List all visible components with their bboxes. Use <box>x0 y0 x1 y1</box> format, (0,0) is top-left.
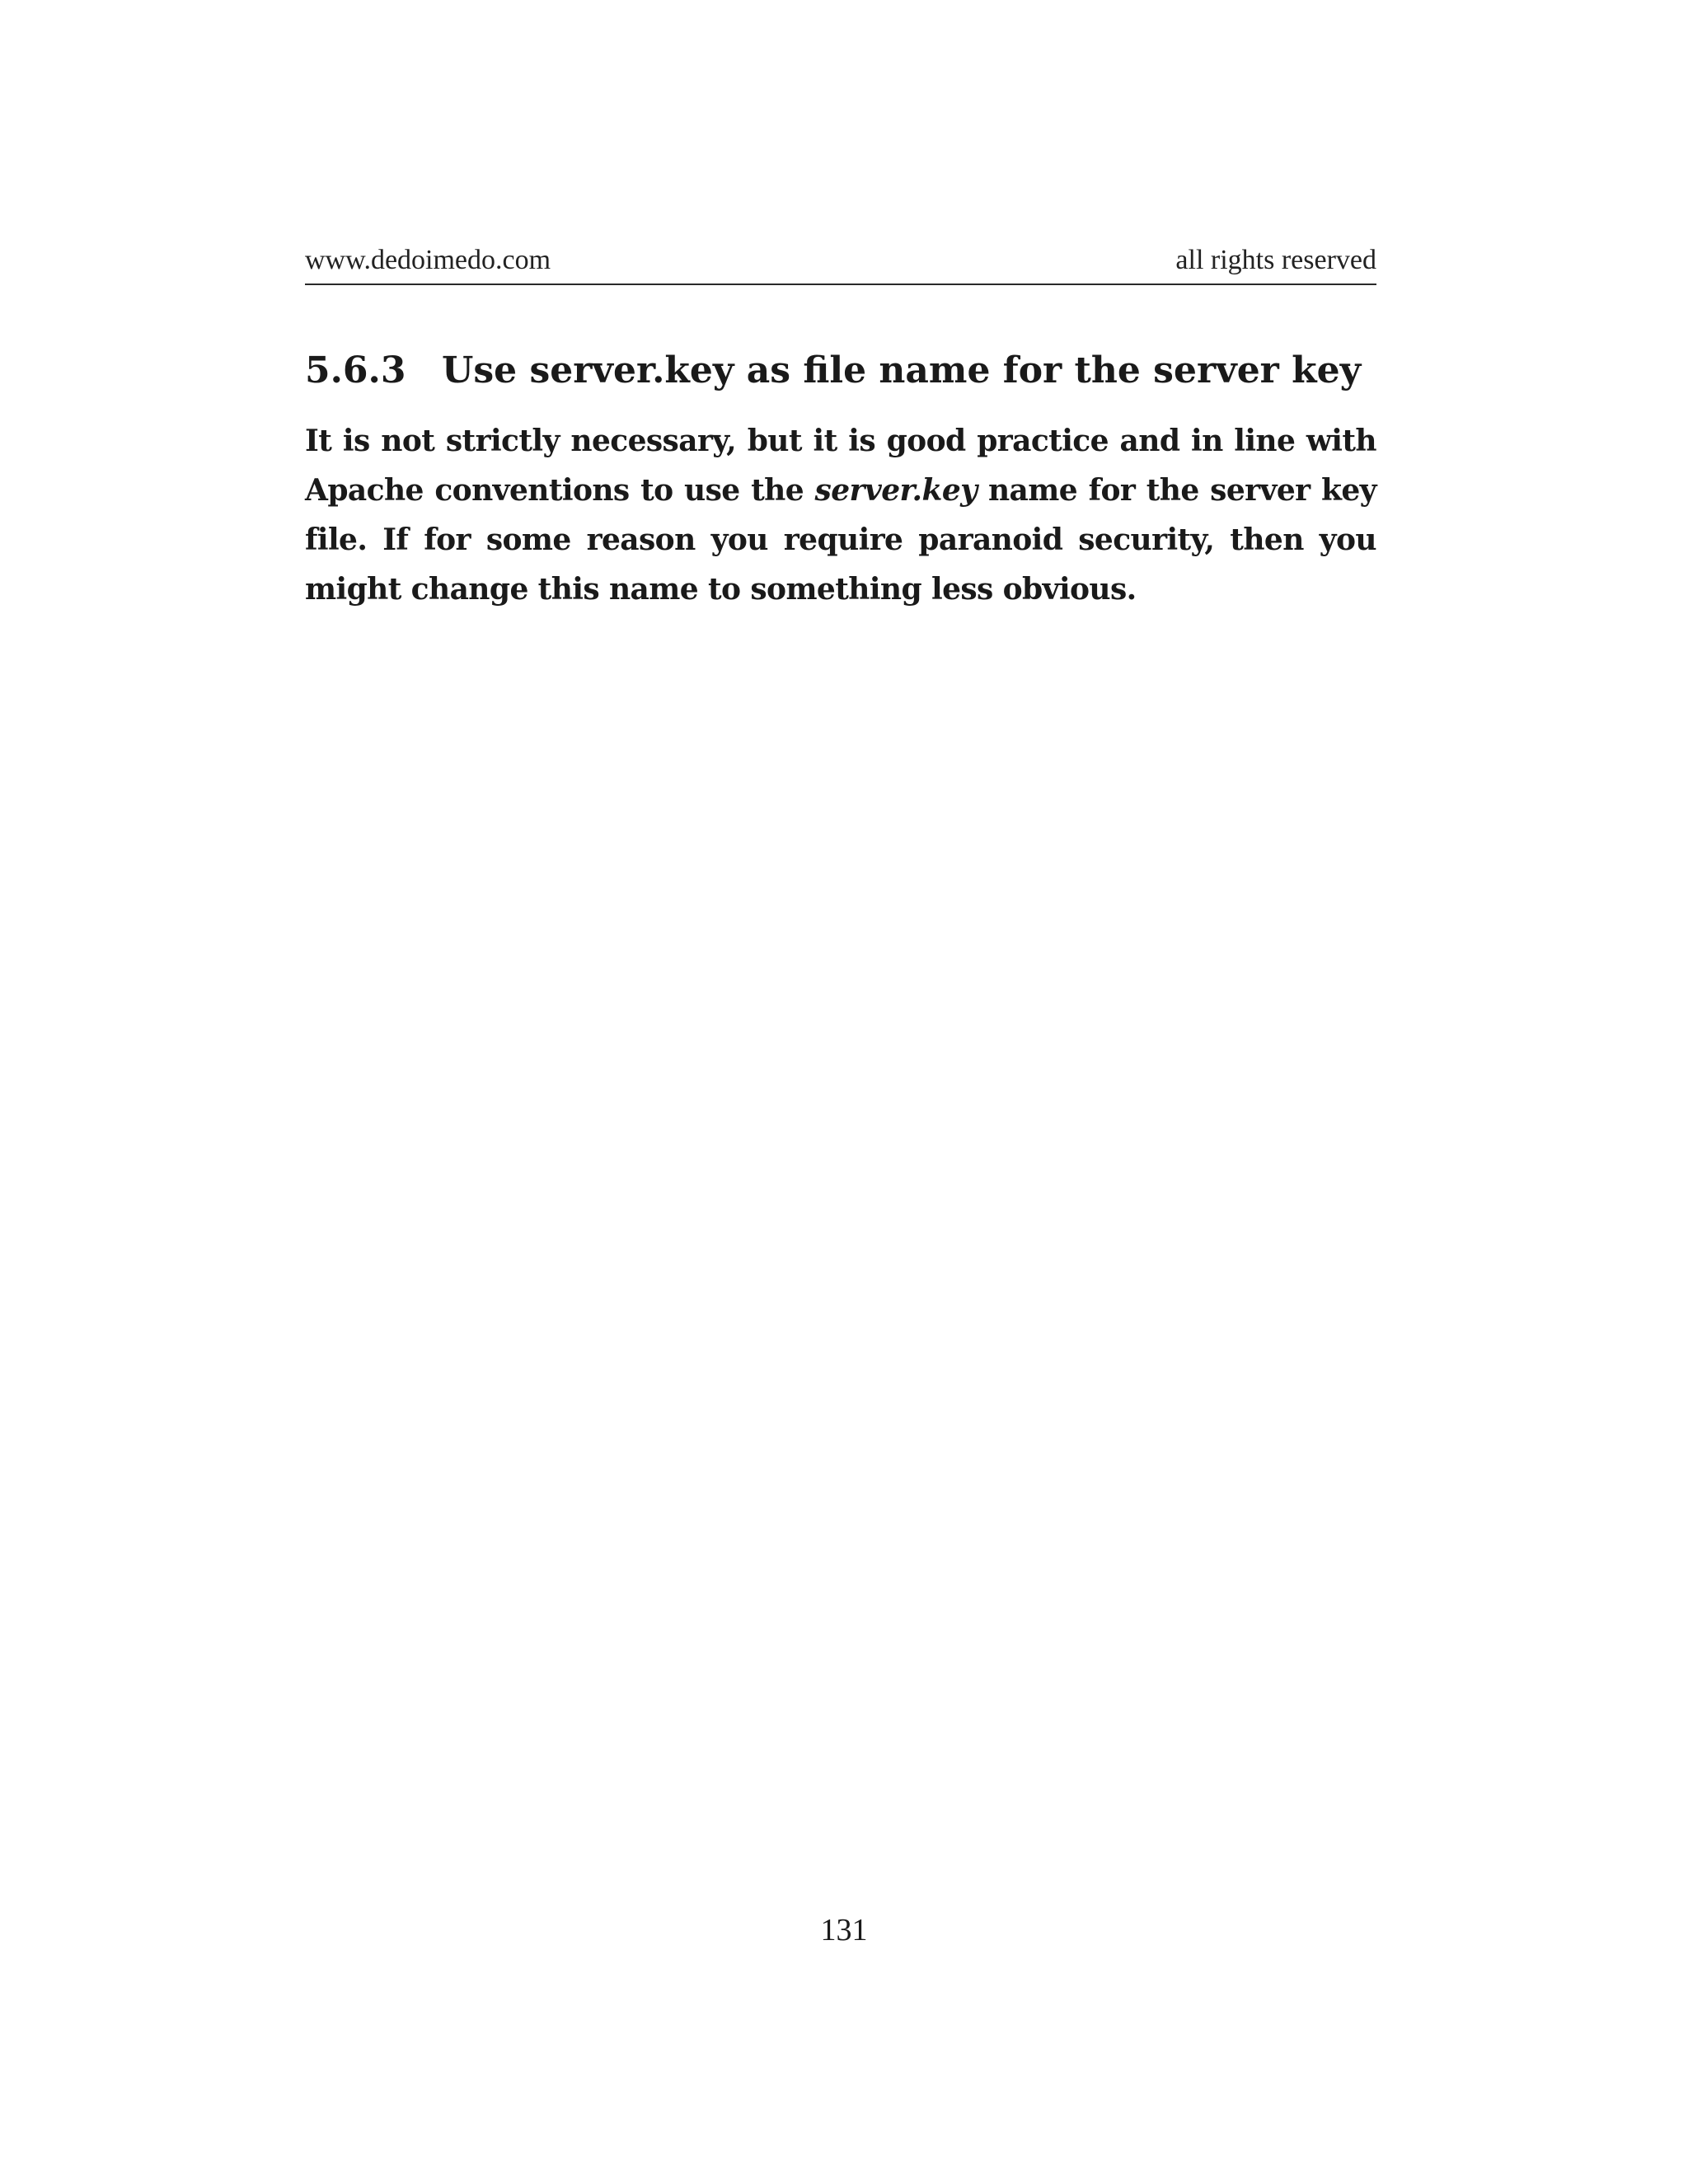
page-number: 131 <box>820 1913 868 1947</box>
paragraph-emphasis: server.key <box>814 473 978 508</box>
section-heading <box>305 342 1376 400</box>
body-paragraph <box>305 416 1376 614</box>
header-rights-notice: all rights reserved <box>1175 245 1376 275</box>
section-number: 5.6.3 <box>305 349 406 391</box>
paragraph-text-start: It is not strictly necessary, but it is good practice and in line with Apache conventions to use the <box>305 424 1376 508</box>
paragraph-text-end: name for the server key file. If for some reason you require paranoid security, then you might change this name to something less obvious. <box>305 473 1376 607</box>
header-site-url: www.dedoimedo.com <box>305 245 551 275</box>
section-title: Use server.key as file name for the server key <box>442 349 1362 391</box>
running-header <box>305 241 1376 285</box>
